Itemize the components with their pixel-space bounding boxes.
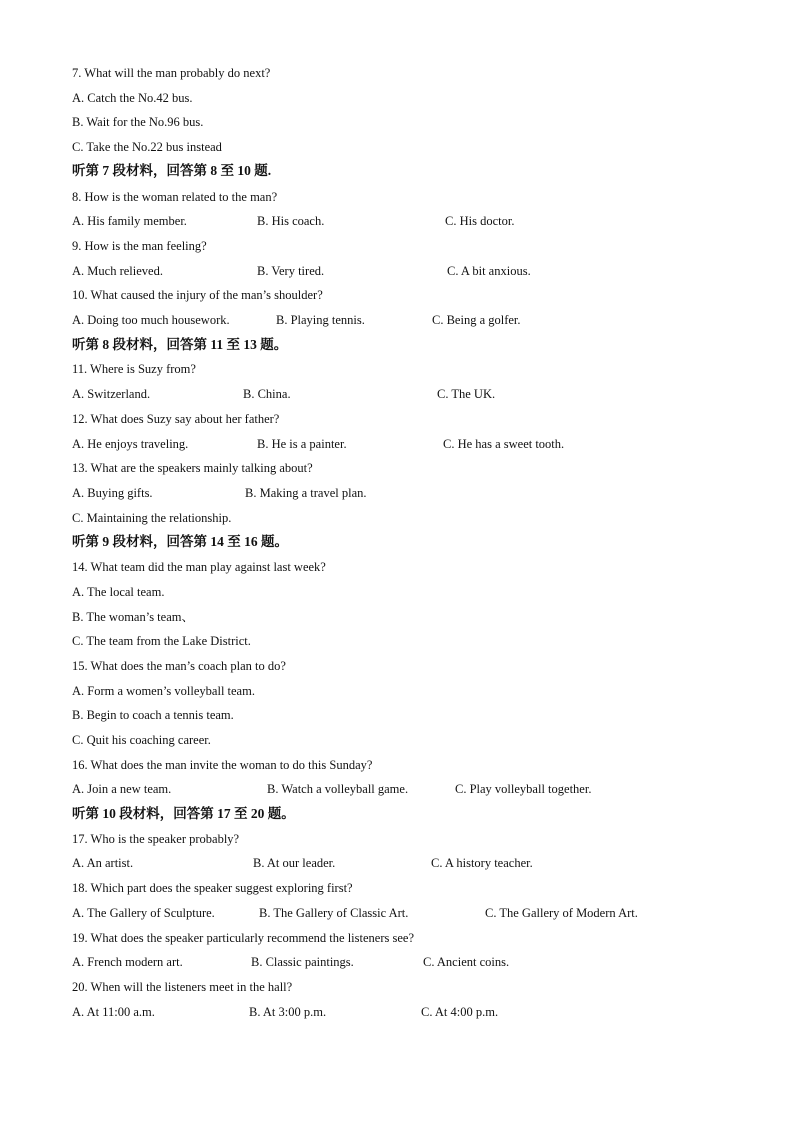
question-10-option-a: A. Doing too much housework.: [72, 313, 230, 327]
question-19-option-a: A. French modern art.: [72, 955, 183, 969]
question-15-option-a: A. Form a women’s volleyball team.: [72, 684, 255, 698]
question-7-option-b: B. Wait for the No.96 bus.: [72, 115, 204, 129]
question-13-option-c: C. Maintaining the relationship.: [72, 511, 232, 525]
question-8-option-b: B. His coach.: [257, 214, 325, 228]
question-17-option-c: C. A history teacher.: [431, 856, 533, 870]
question-20-option-c: C. At 4:00 p.m.: [421, 1005, 499, 1019]
section-9-heading: 听第 9 段材料，回答第 14 至 16 题。: [72, 534, 288, 549]
question-16-option-b: B. Watch a volleyball game.: [267, 782, 409, 796]
question-11: 11. Where is Suzy from?: [72, 362, 196, 376]
question-8: 8. How is the woman related to the man?: [72, 190, 278, 204]
question-10: 10. What caused the injury of the man’s shoulder?: [72, 288, 323, 302]
question-20: 20. When will the listeners meet in the hall?: [72, 980, 293, 994]
question-18-option-b: B. The Gallery of Classic Art.: [259, 906, 409, 920]
question-11-option-b: B. China.: [243, 387, 291, 401]
question-14: 14. What team did the man play against last week?: [72, 560, 326, 574]
section-10-heading: 听第 10 段材料，回答第 17 至 20 题。: [72, 806, 295, 821]
section-8-heading: 听第 8 段材料，回答第 11 至 13 题。: [72, 337, 288, 352]
question-17-option-b: B. At our leader.: [253, 856, 336, 870]
question-18-option-a: A. The Gallery of Sculpture.: [72, 906, 215, 920]
question-18: 18. Which part does the speaker suggest exploring first?: [72, 881, 353, 895]
question-20-option-b: B. At 3:00 p.m.: [249, 1005, 327, 1019]
question-18-option-c: C. The Gallery of Modern Art.: [485, 906, 638, 920]
question-15-option-c: C. Quit his coaching career.: [72, 733, 211, 747]
question-10-option-c: C. Being a golfer.: [432, 313, 521, 327]
section-7-heading: 听第 7 段材料，回答第 8 至 10 题.: [72, 163, 272, 178]
question-19-option-b: B. Classic paintings.: [251, 955, 354, 969]
question-16-option-a: A. Join a new team.: [72, 782, 172, 796]
question-14-option-c: C. The team from the Lake District.: [72, 634, 251, 648]
question-9: 9. How is the man feeling?: [72, 239, 207, 253]
question-7-option-c: C. Take the No.22 bus instead: [72, 140, 222, 154]
question-11-option-a: A. Switzerland.: [72, 387, 151, 401]
question-15-option-b: B. Begin to coach a tennis team.: [72, 708, 234, 722]
question-19-option-c: C. Ancient coins.: [423, 955, 510, 969]
question-9-option-c: C. A bit anxious.: [447, 264, 531, 278]
question-12-option-a: A. He enjoys traveling.: [72, 437, 189, 451]
question-16: 16. What does the man invite the woman to do this Sunday?: [72, 758, 373, 772]
question-13-option-a: A. Buying gifts.: [72, 486, 153, 500]
question-8-option-c: C. His doctor.: [445, 214, 515, 228]
question-15: 15. What does the man’s coach plan to do?: [72, 659, 286, 673]
question-9-option-b: B. Very tired.: [257, 264, 325, 278]
question-8-option-a: A. His family member.: [72, 214, 187, 228]
question-13: 13. What are the speakers mainly talking about?: [72, 461, 313, 475]
question-17: 17. Who is the speaker probably?: [72, 832, 240, 846]
question-12-option-c: C. He has a sweet tooth.: [443, 437, 565, 451]
question-7-option-a: A. Catch the No.42 bus.: [72, 91, 193, 105]
question-14-option-b: B. The woman’s team、: [72, 610, 194, 624]
question-12: 12. What does Suzy say about her father?: [72, 412, 280, 426]
question-20-option-a: A. At 11:00 a.m.: [72, 1005, 155, 1019]
question-7: 7. What will the man probably do next?: [72, 66, 271, 80]
question-9-option-a: A. Much relieved.: [72, 264, 163, 278]
question-19: 19. What does the speaker particularly recommend the listeners see?: [72, 931, 414, 945]
question-17-option-a: A. An artist.: [72, 856, 134, 870]
question-10-option-b: B. Playing tennis.: [276, 313, 365, 327]
question-16-option-c: C. Play volleyball together.: [455, 782, 592, 796]
question-11-option-c: C. The UK.: [437, 387, 496, 401]
question-14-option-a: A. The local team.: [72, 585, 165, 599]
question-12-option-b: B. He is a painter.: [257, 437, 347, 451]
question-13-option-b: B. Making a travel plan.: [245, 486, 367, 500]
